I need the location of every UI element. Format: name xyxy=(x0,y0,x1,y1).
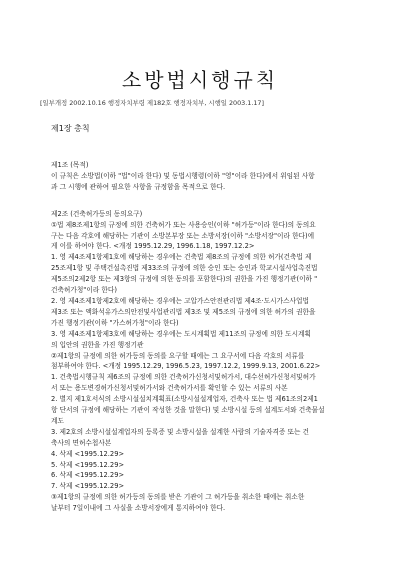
body-line: 가진 행정기관(이하 "가스허가청"이라 한다) xyxy=(51,318,179,327)
body-line: 4. 삭제 <1995.12.29> xyxy=(51,449,125,458)
body-line: 날부터 7일이내에 그 사실을 소방서장에게 통지하여야 한다. xyxy=(51,504,226,513)
body-line: 7. 삭제 <1995.12.29> xyxy=(51,482,125,491)
body-line: 게 이를 하여야 한다. <개정 1995.12.29, 1996.1.18, 1997.12.2> xyxy=(51,242,255,251)
body-line: ③제1항의 규정에 의한 허가등의 동의를 받은 기관이 그 허가등을 취소한 때에는 취소한 xyxy=(51,493,305,502)
body-line: 3. 제2호의 소방시설설계업자의 등록증 및 소방시설을 설계한 사람의 기술자격증 또는 건 xyxy=(51,427,309,436)
body-line: 5. 삭제 <1995.12.29> xyxy=(51,460,125,469)
body-line: 축사의 면허수첩사본 xyxy=(51,438,112,447)
body-line: 제2조 (건축허가등의 동의요구) xyxy=(51,209,143,218)
document-subtitle: [일부개정 2002.10.16 행정자치부령 제182호 행정자치부, 시행일 2003.1.17] xyxy=(40,99,264,107)
blank-line xyxy=(51,193,356,209)
chapter-heading: 제1장 총칙 xyxy=(51,124,90,133)
body-line: 서 또는 용도변경허가신청서및허가서와 건축허가서를 확인할 수 있는 서류의 사본 xyxy=(51,384,288,393)
body-line: 제1조 (목적) xyxy=(51,161,89,169)
body-line: 항 단서의 규정에 해당하는 기관이 작성한 것을 말한다) 및 소방시설 등의 설계도서와 건축물설 xyxy=(51,406,325,415)
body-line: 25조제1항 및 주택건설촉진법 제33조의 규정에 의한 승인 또는 승인과 학교시설사업촉진법 xyxy=(51,264,318,273)
document-body xyxy=(51,160,356,514)
body-line: 의 입안의 권한을 가진 행정기관 xyxy=(51,340,144,349)
body-line: 3. 영 제4조제1항제3호에 해당하는 경우에는 도시계획법 제11조의 규정에 의한 도시계획 xyxy=(51,329,311,338)
body-line: 1. 건축법시행규칙 제6조의 규정에 의한 건축허가신청서및허가서, 대수선허가신청서및허가 xyxy=(51,373,316,382)
body-line: 1. 영 제4조제1항제1호에 해당하는 경우에는 건축법 제8조의 규정에 의한 허가(건축법 제 xyxy=(51,253,312,262)
body-line: 첨부하여야 한다. <개정 1995.12.29, 1996.5.23, 1997.12.2, 1999.9.13, 2001.6.22> xyxy=(51,362,321,371)
body-line: 건축허가청"이라 한다) xyxy=(51,286,117,295)
body-line: 구는 다음 각호에 해당하는 기관이 소방본부장 또는 소방서장(이하 "소방서장"이라 한다)에 xyxy=(51,231,315,240)
body-line: 이 규칙은 소방법(이하 "법"이라 한다) 및 동법시행령(이하 "영"이라 한다)에서 위임된 사항 xyxy=(51,171,315,180)
body-line: 2. 별지 제1호서식의 소방시설설치계획표(소방시설설계업자, 건축사 또는 법 제61조의2제1 xyxy=(51,395,318,404)
body-line: ②제1항의 규정에 의한 허가등의 동의를 요구할 때에는 그 요구서에 다음 각호의 서류를 xyxy=(51,351,305,360)
body-line: 제5조의2제2항 또는 제3항의 규정에 의한 동의를 포함한다)의 권한을 가진 행정기관(이하 " xyxy=(51,275,318,284)
body-line: 6. 삭제 <1995.12.29> xyxy=(51,471,125,480)
document-title: 소방법시행규칙 xyxy=(121,68,279,92)
body-line: 과 그 시행에 관하여 필요한 사항을 규정함을 목적으로 한다. xyxy=(51,182,226,191)
body-line: 계도 xyxy=(51,416,64,425)
body-line: 2. 영 제4조제1항제2호에 해당하는 경우에는 고압가스안전관리법 제4조·도시가스사업법 xyxy=(51,296,309,305)
body-line: 제3조 또는 액화석유가스의안전및사업관리법 제3조 및 제5조의 규정에 의한 허가의 권한을 xyxy=(51,307,316,316)
body-line: ①법 제8조제1항의 규정에 의한 건축허가 또는 사용승인(이하 "허가등"이라 한다)의 동의요 xyxy=(51,220,316,229)
